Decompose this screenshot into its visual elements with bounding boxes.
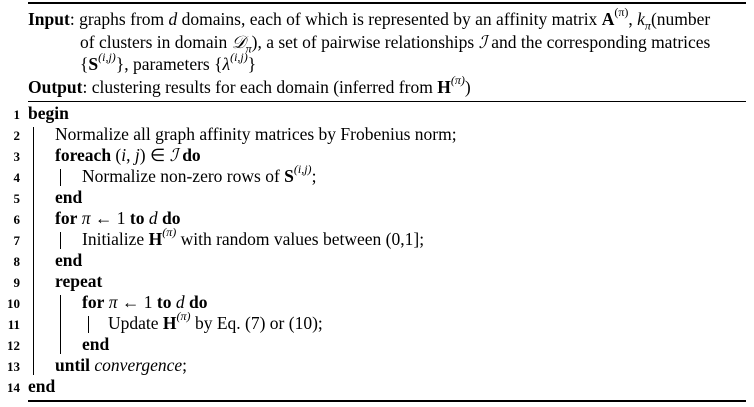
block-bar-repeat: [60, 295, 61, 354]
bottom-rule: [28, 400, 746, 402]
code-line-13: until convergence;: [55, 355, 188, 375]
code-line-11: Update $H^{(\pi)}$ by Eq. (7) or (10);: [108, 309, 323, 333]
line-number: 2: [13, 128, 20, 143]
code-line-7: Initialize $H^{(\pi)}$ with random values between (0,1];: [82, 225, 425, 249]
code-line-5: end: [55, 187, 83, 207]
line-number: 4: [13, 170, 20, 185]
line-number: 5: [13, 191, 20, 206]
block-bar-inner-for: [88, 316, 89, 333]
line-number: 12: [7, 338, 20, 353]
line-number: 1: [13, 107, 20, 122]
line-number: 6: [13, 212, 20, 227]
input-line-3: $\{S^{(i,j)}\}$, parameters $\{\lambda^{(i,j)}\}$: [80, 50, 257, 74]
code-line-1: begin: [28, 103, 69, 123]
code-line-2: Normalize all graph affinity matrices by Frobenius norm;: [55, 124, 457, 144]
line-number: 7: [13, 233, 20, 248]
block-bar-foreach: [60, 169, 61, 186]
line-number: 8: [13, 254, 20, 269]
code-line-8: end: [55, 250, 83, 270]
code-line-12: end: [82, 334, 110, 354]
line-number: 11: [7, 317, 20, 332]
input-line-2: of clusters in domain 𝒟$_\pi$), a set of pairwise relationships ℐ and the corresponding matrices: [80, 32, 711, 56]
top-rule: [28, 2, 746, 4]
middle-rule: [28, 101, 746, 102]
code-line-14: end: [28, 376, 56, 396]
output-line: Output: clustering results for each domain (inferred from $H^{(\pi)}$): [28, 73, 471, 97]
code-line-10: for π ← 1 to d do: [82, 292, 208, 312]
input-line-1: Input: graphs from d domains, each of which is represented by an affinity matrix $A^{(\pi)}$, $k_\pi(number$: [28, 5, 711, 33]
block-bar-begin: [33, 127, 34, 375]
line-number: 13: [7, 359, 20, 374]
line-number: 3: [13, 149, 20, 164]
block-bar-for: [60, 232, 61, 249]
line-number: 14: [7, 380, 20, 395]
code-line-9: repeat: [55, 271, 103, 291]
line-number: 9: [13, 275, 20, 290]
line-number: 10: [7, 296, 20, 311]
code-line-3: foreach (i, j) ∈ ℐ do: [55, 145, 201, 165]
code-line-4: Normalize non-zero rows of S$^{(i,j)}$;: [82, 162, 317, 186]
code-line-6: for π ← 1 to d do: [55, 208, 181, 228]
